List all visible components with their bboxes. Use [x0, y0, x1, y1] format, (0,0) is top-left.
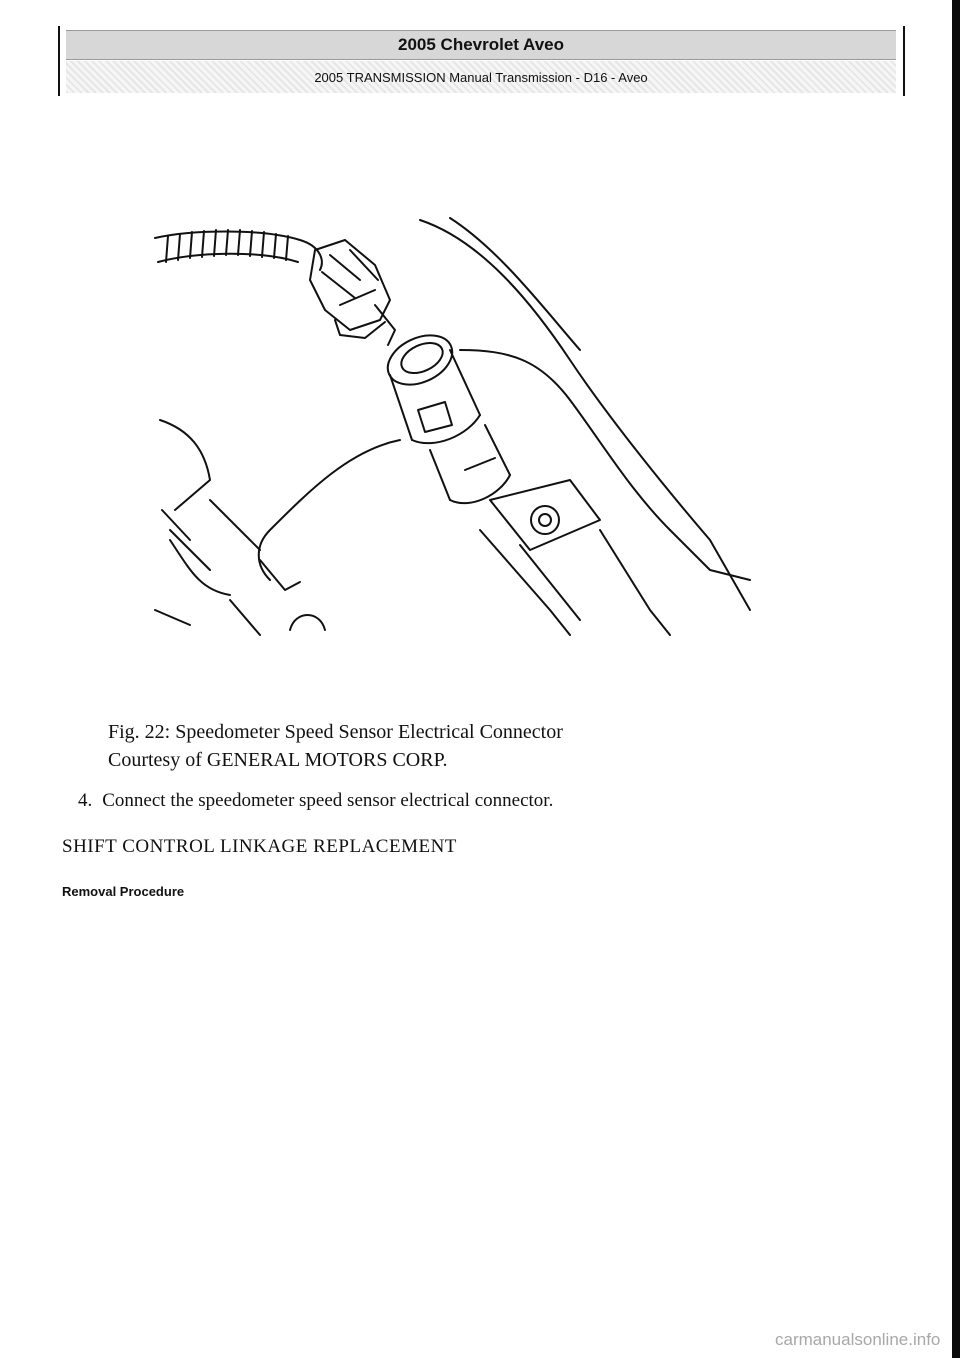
section-subheading: Removal Procedure — [62, 884, 185, 899]
document-subtitle: 2005 TRANSMISSION Manual Transmission - D16 - Aveo — [66, 61, 896, 93]
document-title: 2005 Chevrolet Aveo — [66, 30, 896, 60]
electrical-connector — [310, 240, 395, 345]
figure-caption — [108, 718, 563, 774]
harness-routing — [155, 420, 400, 635]
procedure-step — [78, 790, 553, 812]
page-edge-bar — [952, 0, 960, 1358]
figure-caption-title: Fig. 22: Speedometer Speed Sensor Electrical Connector — [108, 721, 563, 743]
figure-caption-credit: Courtesy of GENERAL MOTORS CORP. — [108, 749, 448, 771]
watermark-text: carmanualsonline.info — [775, 1330, 941, 1349]
header-left-rule — [58, 26, 60, 96]
header-right-rule — [903, 26, 905, 96]
step-number: 4. — [78, 790, 93, 811]
wiring-harness — [155, 230, 322, 270]
section-heading: SHIFT CONTROL LINKAGE REPLACEMENT — [62, 836, 457, 857]
speed-sensor-connector-illustration — [150, 210, 760, 640]
step-text: Connect the speedometer speed sensor electrical connector. — [102, 790, 554, 811]
